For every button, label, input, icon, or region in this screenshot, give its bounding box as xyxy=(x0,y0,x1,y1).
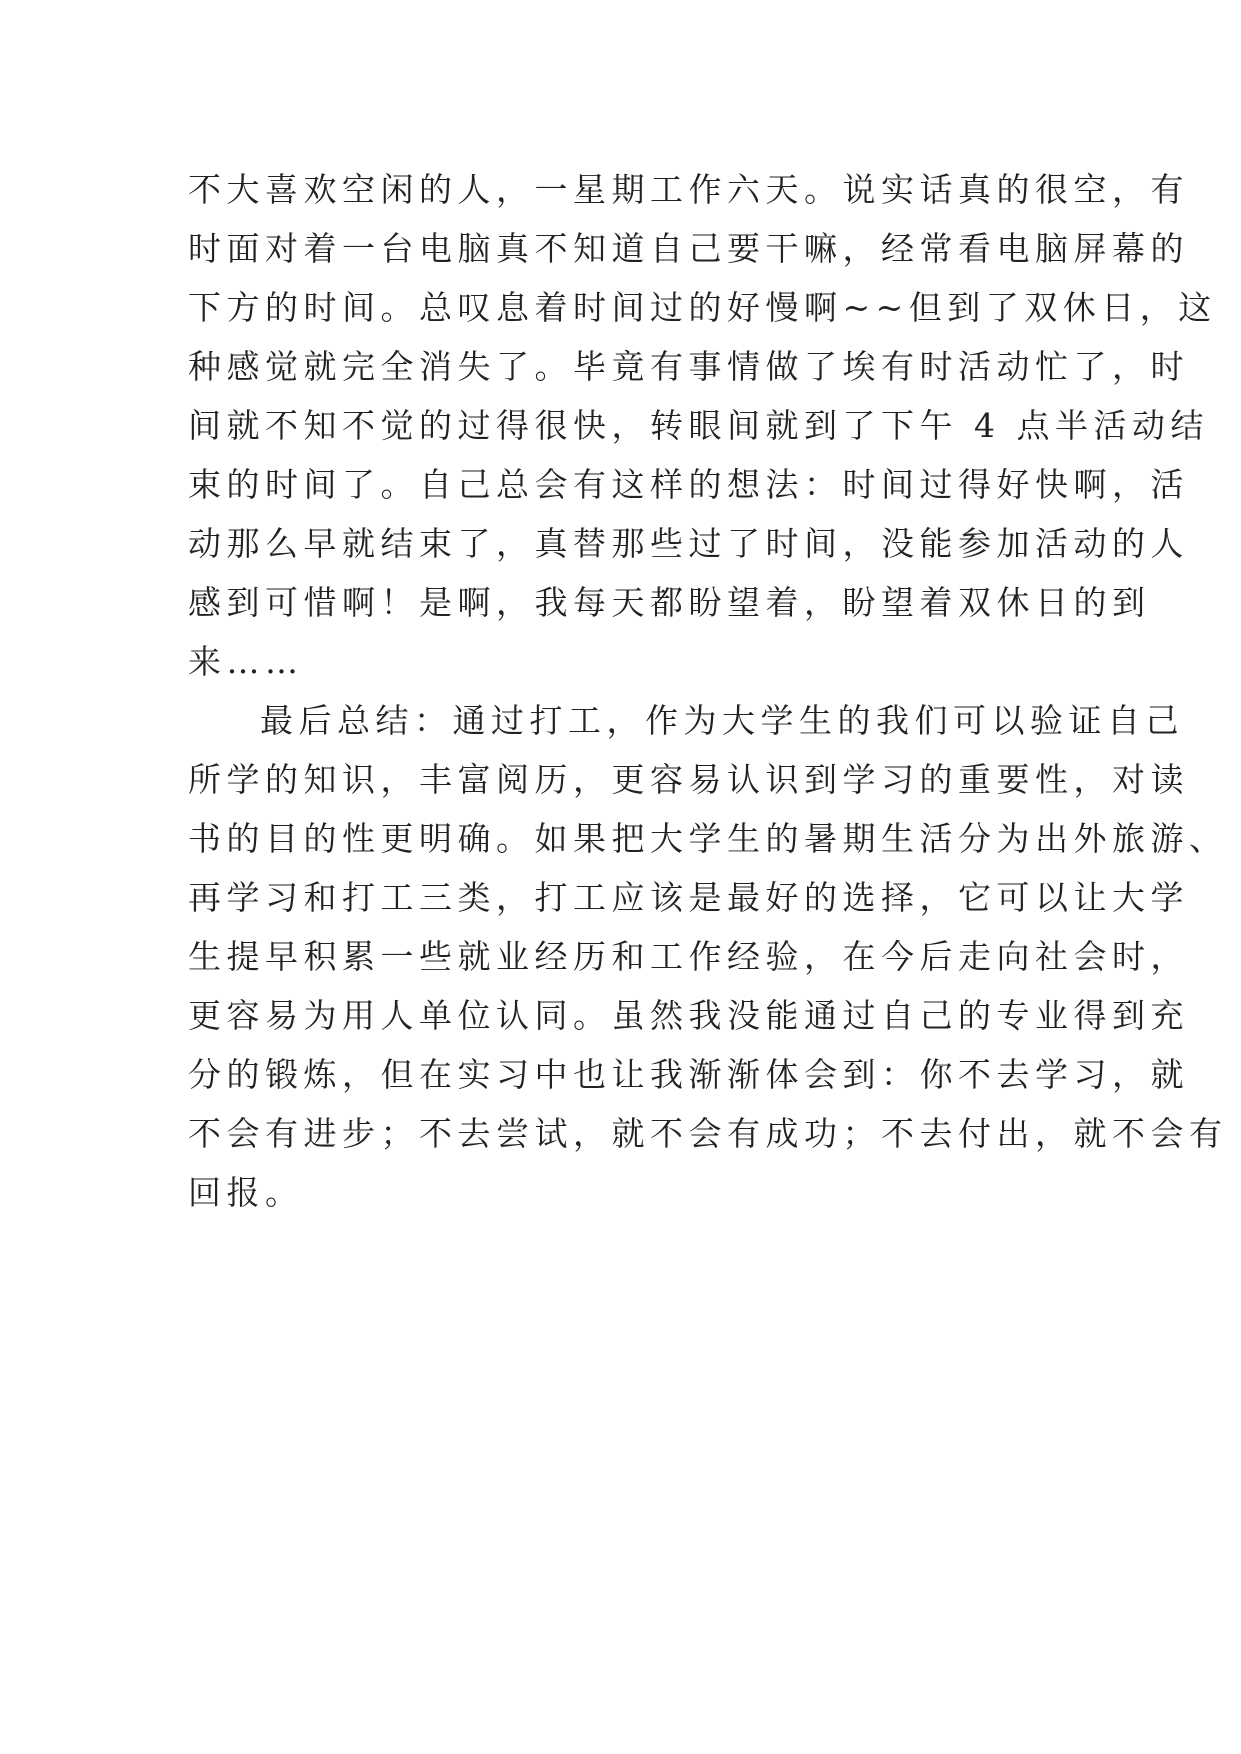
paragraph-line: 间就不知不觉的过得很快，转眼间就到了下午 4 点半活动结 xyxy=(188,406,1209,445)
paragraph-line: 生提早积累一些就业经历和工作经验，在今后走向社会时， xyxy=(188,937,1189,976)
paragraph-line: 下方的时间。总叹息着时间过的好慢啊~~但到了双休日，这 xyxy=(188,288,1217,327)
paragraph-line: 所学的知识，丰富阅历，更容易认识到学习的重要性，对读 xyxy=(188,760,1189,799)
paragraph-line: 感到可惜啊！是啊，我每天都盼望着，盼望着双休日的到 xyxy=(188,583,1151,622)
paragraph-line: 来…… xyxy=(188,642,304,681)
paragraph-line: 再学习和打工三类，打工应该是最好的选择，它可以让大学 xyxy=(188,878,1189,917)
paragraph-2 xyxy=(188,691,1228,1222)
document-body xyxy=(188,160,1228,1222)
paragraph-line: 最后总结：通过打工，作为大学生的我们可以验证自己 xyxy=(260,701,1184,740)
paragraph-line: 种感觉就完全消失了。毕竟有事情做了埃有时活动忙了，时 xyxy=(188,347,1189,386)
paragraph-line: 更容易为用人单位认同。虽然我没能通过自己的专业得到充 xyxy=(188,996,1189,1035)
paragraph-1 xyxy=(188,160,1217,691)
paragraph-line: 回报。 xyxy=(188,1173,304,1212)
paragraph-line: 不大喜欢空闲的人，一星期工作六天。说实话真的很空，有 xyxy=(188,170,1189,209)
paragraph-line: 分的锻炼，但在实习中也让我渐渐体会到：你不去学习，就 xyxy=(188,1055,1189,1094)
paragraph-line: 束的时间了。自己总会有这样的想法：时间过得好快啊，活 xyxy=(188,465,1189,504)
paragraph-line: 时面对着一台电脑真不知道自己要干嘛，经常看电脑屏幕的 xyxy=(188,229,1189,268)
paragraph-line: 书的目的性更明确。如果把大学生的暑期生活分为出外旅游、 xyxy=(188,819,1228,858)
paragraph-line: 不会有进步；不去尝试，就不会有成功；不去付出，就不会有 xyxy=(188,1114,1228,1153)
paragraph-line: 动那么早就结束了，真替那些过了时间，没能参加活动的人 xyxy=(188,524,1189,563)
